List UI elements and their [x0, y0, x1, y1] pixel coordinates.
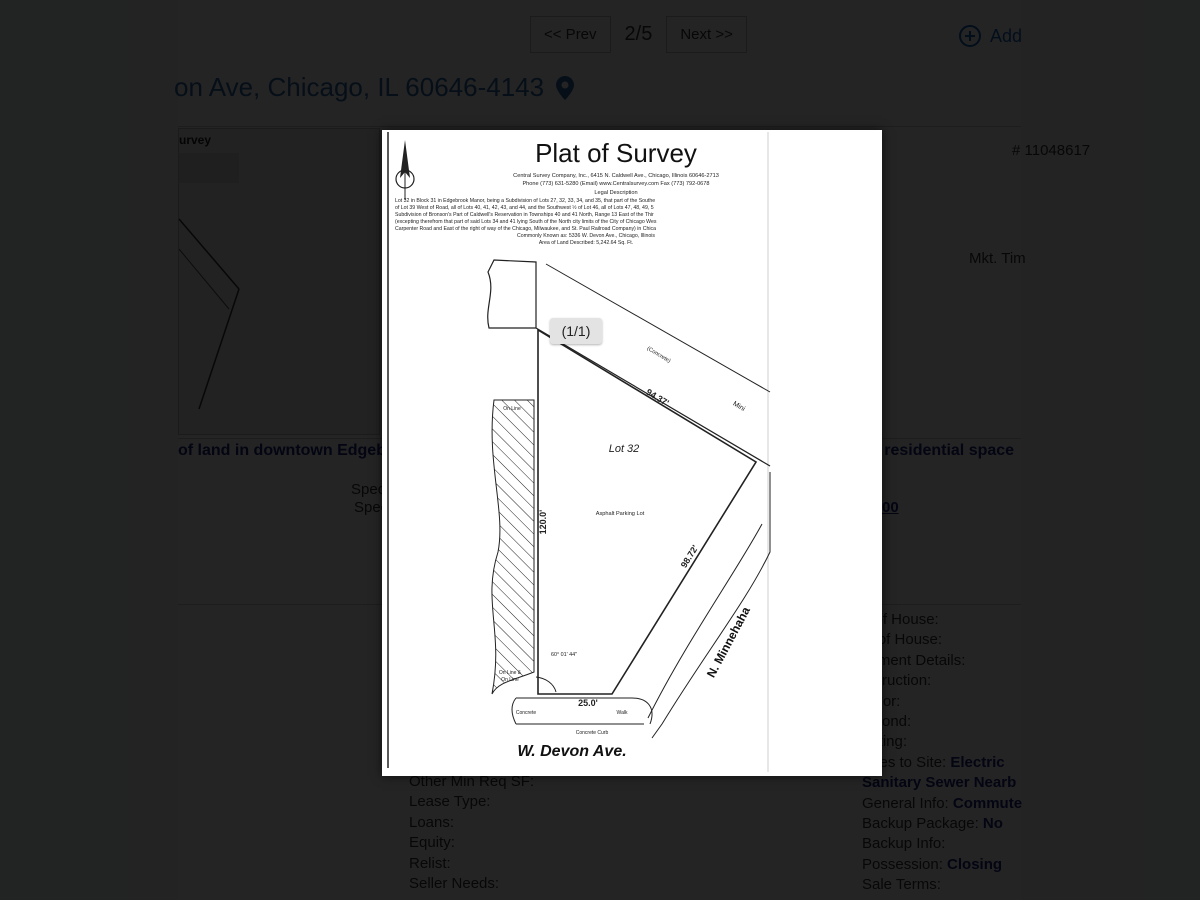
legal-line: of Lot 39 West of Road, all of Lots 40, 41, 42, 43, and 44, and the Southwest ½ of Lot 46, all of Lots 47, 48, 49, 5 — [395, 205, 654, 211]
plat-contact: Phone (773) 631-5280 (Email) www.Centralsurvey.com Fax (773) 792-0678 — [522, 181, 710, 187]
legal-line: (excepting therefrom that part of said Lots 34 and 41 lying South of the North city limits of the City of Chicago Wes — [395, 219, 657, 225]
dim-top: 94.37' — [644, 386, 671, 409]
label-on-line: On Line — [503, 406, 521, 412]
label-on-line-2: On Line & — [498, 670, 522, 676]
lightbox-image[interactable] — [382, 130, 882, 776]
label-concrete-2: Concrete — [515, 710, 537, 716]
label-concrete-curb: Concrete Curb — [575, 730, 609, 736]
dim-bottom: 25.0' — [578, 698, 598, 708]
street-minnehaha: N. Minnehaha — [703, 604, 753, 680]
image-index-badge: (1/1) — [550, 318, 602, 344]
legal-line: Carpenter Road and East of the right of way of the Chicago, Milwaukee, and St. Paul Railroad Company) in Chica — [395, 226, 656, 232]
legal-line: Subdivision of Bronson's Part of Caldwell's Reservation in Townships 40 and 41 North, Range 13 East of the Thir — [395, 212, 654, 218]
label-concrete: (Concrete) — [645, 345, 672, 365]
north-arrow-icon — [396, 140, 414, 200]
legal-line: Commonly Known as: 5336 W. Devon Ave., Chicago, Illinois — [516, 233, 656, 239]
plat-of-survey-drawing — [386, 132, 770, 772]
lot-label: Lot 32 — [608, 443, 640, 455]
parking-label: Asphalt Parking Lot — [595, 511, 645, 517]
angle-label: 60° 01' 44" — [550, 652, 578, 658]
plat-company: Central Survey Company, Inc., 6415 N. Caldwell Ave., Chicago, Illinois 60646-2713 — [513, 173, 719, 179]
label-on-line-3: On Line — [501, 677, 519, 683]
label-mini: Mini — [731, 400, 747, 414]
legal-heading: Legal Description — [594, 190, 638, 196]
dim-left: 120.0' — [538, 509, 548, 535]
label-walk: Walk — [616, 710, 628, 716]
legal-line: Area of Land Described: 5,242.64 Sq. Ft. — [538, 240, 634, 246]
legal-line: Lot 32 in Block 31 in Edgebrook Manor, being a Subdivision of Lots 27, 32, 33, 34, and 35, that part of the Southe — [395, 198, 656, 204]
street-devon: W. Devon Ave. — [517, 743, 627, 760]
plat-title: Plat of Survey — [535, 138, 697, 168]
dim-right: 98.72' — [678, 543, 701, 570]
